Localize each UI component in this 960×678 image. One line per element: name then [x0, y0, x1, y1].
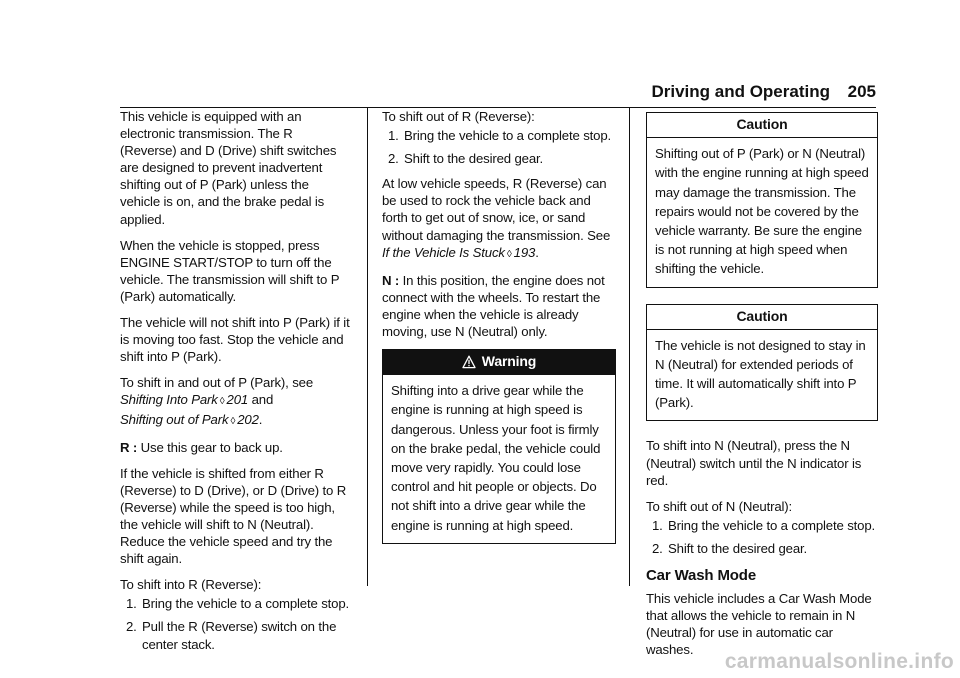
text: and [251, 392, 274, 408]
list-text: Shift to the desired gear. [404, 151, 544, 167]
text: To shift in and out of P (Park), see [120, 375, 314, 391]
numbered-list [388, 127, 616, 167]
warning-box [382, 349, 616, 544]
text: At low vehicle speeds, R (Reverse) can be used to rock the vehicle back and forth to get out of snow, ice, or sand without damaging the transmission. See [382, 176, 611, 243]
list-item [652, 540, 878, 557]
list-number: 1. [388, 128, 399, 144]
list-text: Bring the vehicle to a complete stop. [668, 517, 876, 533]
paragraph: To shift out of R (Reverse): [382, 109, 535, 124]
warning-title: Warning [481, 353, 537, 370]
list-item [388, 127, 616, 144]
paragraph: To shift into N (Neutral), press the N (Neutral) switch until the N indicator is red. [646, 438, 862, 488]
gear-label: N : [382, 272, 400, 288]
paragraph: When the vehicle is stopped, press ENGINE START/STOP to turn off the vehicle. The transmission will shift to P (Park) automatically. [120, 237, 340, 304]
column-divider [367, 108, 368, 586]
paragraph: This vehicle includes a Car Wash Mode that allows the vehicle to remain in N (Neutral) for use in automatic car washes. [646, 591, 872, 658]
list-number: 2. [388, 151, 399, 167]
warning-icon [462, 355, 476, 369]
page-ref-number[interactable]: 201 [226, 392, 249, 408]
caution-box [646, 304, 878, 422]
text: . [258, 411, 263, 427]
paragraph [382, 175, 616, 262]
list-item [126, 595, 352, 612]
warning-header [383, 350, 615, 375]
list-text: Bring the vehicle to a complete stop. [142, 596, 350, 612]
numbered-list [652, 517, 878, 557]
paragraph: To shift into R (Reverse): [120, 577, 262, 593]
numbered-list [126, 595, 352, 652]
list-number: 1. [126, 596, 137, 612]
paragraph: The vehicle will not shift into P (Park) if it is moving too fast. Stop the vehicle and shift into P (Park). [120, 315, 350, 365]
cross-reference-link[interactable]: If the Vehicle Is Stuck [382, 244, 505, 260]
section-title: Driving and Operating [651, 82, 830, 101]
paragraph: To shift out of N (Neutral): [646, 498, 793, 514]
page-ref-icon: ◊ [506, 248, 512, 260]
list-text: Bring the vehicle to a complete stop. [404, 128, 612, 144]
gear-label: R : [120, 439, 138, 455]
warning-text: Shifting into a drive gear while the engine is running at high speed is dangerous. Unless your foot is firmly on the brake pedal, the vehicle could move very rapidly. You could lose control and hit people or objects. Do not shift into a drive gear while the engine is running at high speed. [391, 383, 601, 533]
cross-reference-link[interactable]: Shifting out of Park [120, 411, 229, 427]
caution-title: Caution [647, 305, 877, 330]
page-header [0, 82, 960, 106]
watermark-link[interactable]: carmanualsonline.info [724, 650, 954, 673]
column-2 [382, 108, 616, 560]
text: . [535, 244, 539, 260]
paragraph: This vehicle is equipped with an electronic transmission. The R (Reverse) and D (Drive) shift switches are designed to prevent inadvertent shifting out of P (Park) unless the vehicle is on, and the brake pedal is applied. [120, 109, 337, 227]
list-text: Shift to the desired gear. [668, 540, 808, 556]
page-ref-icon: ◊ [219, 396, 225, 408]
list-text: Pull the R (Reverse) switch on the center stack. [142, 619, 337, 652]
column-3 [646, 108, 878, 667]
caution-text: Shifting out of P (Park) or N (Neutral) with the engine running at high speed may damage the transmission. The repairs would not be covered by the vehicle warranty. Be sure the engine is not running at high speed when shifting the vehicle. [655, 146, 869, 277]
page-ref-icon: ◊ [230, 415, 236, 427]
section-heading: Car Wash Mode [646, 566, 757, 584]
paragraph: If the vehicle is shifted from either R (Reverse) to D (Drive), or D (Drive) to R (Reverse) while the speed is too high, the vehicle will shift to N (Neutral). Reduce the vehicle speed and try the shift again. [120, 465, 347, 567]
paragraph [120, 439, 352, 456]
cross-reference-link[interactable]: Shifting Into Park [120, 392, 218, 408]
caution-box [646, 112, 878, 288]
column-1 [120, 108, 352, 661]
page-ref-number[interactable]: 202 [237, 411, 259, 427]
list-number: 2. [652, 540, 663, 556]
list-item [126, 618, 352, 652]
paragraph [382, 272, 616, 340]
list-item [652, 517, 878, 534]
text: In this position, the engine does not connect with the wheels. To restart the engine when the vehicle is already moving, use N (Neutral) only. [382, 272, 605, 340]
page-ref-number[interactable]: 193 [513, 244, 536, 260]
column-divider [629, 108, 630, 586]
page-number: 205 [847, 82, 876, 101]
caution-text: The vehicle is not designed to stay in N (Neutral) for extended periods of time. It will automatically shift into P (Park). [655, 337, 866, 411]
list-item [388, 150, 616, 167]
text: Use this gear to back up. [140, 439, 283, 455]
paragraph [120, 374, 352, 429]
caution-title: Caution [647, 113, 877, 138]
list-number: 1. [652, 517, 663, 533]
list-number: 2. [126, 619, 137, 635]
